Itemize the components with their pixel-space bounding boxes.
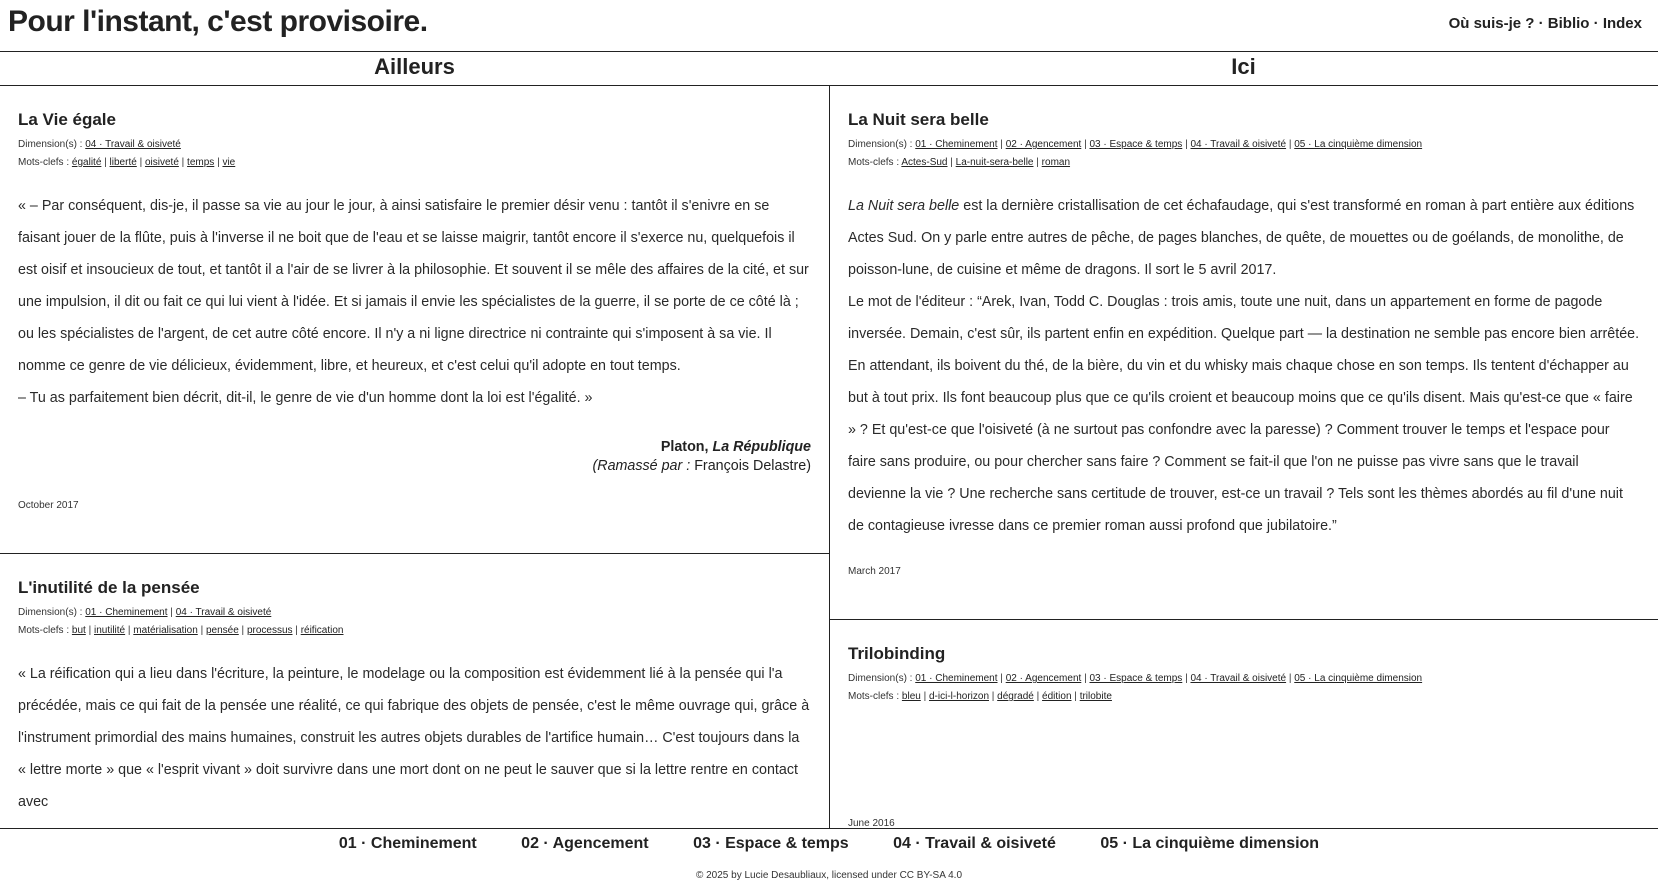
meta-separator: | <box>139 157 143 168</box>
article-trilobinding <box>830 620 1658 828</box>
article-paragraph: – Tu as parfaitement bien décrit, dit-il, le genre de vie d'un homme dont la loi est l'égalité. » <box>18 390 593 406</box>
site-header <box>0 0 1658 52</box>
dimensions-label: Dimension(s) : <box>18 607 83 618</box>
keyword-link[interactable]: processus <box>246 625 293 636</box>
keyword-link[interactable]: matérialisation <box>133 625 198 636</box>
meta-separator: | <box>1185 139 1188 150</box>
meta-separator: | <box>1036 691 1040 702</box>
keywords-label: Mots-clefs : <box>18 625 70 636</box>
meta-separator: | <box>1074 691 1077 702</box>
dimension-link[interactable]: 04 · Travail & oisiveté <box>1190 139 1287 150</box>
dimension-link[interactable]: 04 · Travail & oisiveté <box>85 139 181 150</box>
meta-separator: | <box>923 691 927 702</box>
dimension-nav <box>0 835 1658 853</box>
dimension-link[interactable]: 01 · Cheminement <box>85 607 168 618</box>
dimension-nav-item[interactable]: 04 · Travail & oisiveté <box>893 835 1056 852</box>
article-paragraph: Le mot de l'éditeur : “Arek, Ivan, Todd C. Douglas : trois amis, toute une nuit, dans un appartement en forme de pagode inversée. Demain, c'est sûr, ils partent enfin en expédition. Quelque part — la destination ne semble pas encore bien arrêtée. En attendant, ils boivent du thé, de la bière, du vin et du whisky mais chaque chose en son temps. Ils tentent d'échapper au but à tout prix. Ils font beaucoup plus que ce qu'ils croient et beaucoup moins que ce qu'ils disent. Mais qu'est-ce que « faire » ? Et qu'est-ce que l'oisiveté (à ne surtout pas confondre avec la paresse) ? Comment trouver le temps et l'espace pour faire sans produire, ou pour chercher sans faire ? Comment se fait-il que l'on ne puisse pas vivre sans que le travail devienne la vie ? Une recherche sans certitude de trouver, est-ce un travail ? Tels sont les thèmes abordés au fil d'une nuit de contagieuse ivresse dans ce premier roman aussi profond que jubilatoire.” <box>848 294 1640 534</box>
keyword-link[interactable]: roman <box>1041 157 1071 168</box>
meta-separator: | <box>170 607 173 618</box>
meta-separator: | <box>88 625 92 636</box>
keyword-link[interactable]: but <box>71 625 86 636</box>
article-la-nuit-sera-belle <box>830 86 1658 619</box>
meta-separator: | <box>200 625 204 636</box>
quote-author: Platon, <box>660 439 709 455</box>
column-ailleurs[interactable] <box>0 86 829 828</box>
dimension-nav-item[interactable]: 05 · La cinquième dimension <box>1100 835 1320 852</box>
article-paragraph <box>848 190 1640 286</box>
dimension-link[interactable]: 04 · Travail & oisiveté <box>1190 673 1287 684</box>
article-paragraph: « – Par conséquent, dis-je, il passe sa vie au jour le jour, à ainsi satisfaire le premier désir venu : tantôt il s'enivre en se faisant jouer de la flûte, puis à l'inverse il ne boit que de l'eau et se laisse maigrir, tantôt encore il s'exerce nu, quelquefois il est oisif et insoucieux de tout, et tantôt il a l'air de se livrer à la philosophie. Et souvent il se mêle des affaires de la cité, et sur une impulsion, il dit ou fait ce qui lui vient à l'idée. Et si jamais il envie les spécialistes de la guerre, il se porte de ce côté là ; ou les spécialistes de l'argent, de cet autre côté encore. Il n'y a ni ligne directrice ni contrainte qui s'imposent à sa vie. Il nomme ce genre de vie délicieux, évidemment, libre, et heureux, et c'est celui qu'il adopte en tout temps. <box>18 198 809 374</box>
dimension-link[interactable]: 05 · La cinquième dimension <box>1294 139 1423 150</box>
meta-separator: | <box>1000 673 1003 684</box>
meta-separator: | <box>1084 139 1087 150</box>
keyword-link[interactable]: d-ici-l-horizon <box>928 691 989 702</box>
dimension-link[interactable]: 05 · La cinquième dimension <box>1294 673 1423 684</box>
keyword-link[interactable]: temps <box>187 157 215 168</box>
article-title[interactable]: Trilobinding <box>848 644 946 663</box>
article-paragraph: « La réification qui a lieu dans l'écriture, la peinture, le modelage ou la composition est évidemment lié à la pensée qui l'a précédée, mais ce qui fait de la pensée une réalité, ce qui fabrique des objets de pensée, c'est le même ouvrage qui, grâce à l'instrument primordial des mains humaines, construit les autres objets durables de l'artifice humain… C'est toujours dans la « lettre morte » que « l'esprit vivant » doit survivre dans une mort dont on ne peut le sauver que si la lettre rentre en contact avec <box>18 666 810 810</box>
dimensions-label: Dimension(s) : <box>18 139 83 150</box>
keyword-link[interactable]: égalité <box>71 157 102 168</box>
dimension-link[interactable]: 01 · Cheminement <box>915 139 998 150</box>
nav-separator: · <box>1538 15 1544 32</box>
keyword-link[interactable]: dégradé <box>997 691 1034 702</box>
keyword-link[interactable]: réification <box>300 625 344 636</box>
dimension-nav-item[interactable]: 01 · Cheminement <box>338 835 477 852</box>
article-title[interactable]: La Vie égale <box>18 110 116 129</box>
article-dimensions <box>18 136 811 154</box>
meta-separator: | <box>1000 139 1003 150</box>
dimension-nav-item[interactable]: 02 · Agencement <box>521 835 649 852</box>
keywords-label: Mots-clefs : <box>848 691 900 702</box>
site-title[interactable]: Pour l'instant, c'est provisoire. <box>8 5 428 38</box>
article-keywords <box>18 154 811 172</box>
column-title-ici: Ici <box>1231 54 1256 79</box>
column-title-ailleurs: Ailleurs <box>374 54 455 79</box>
quote-work: La République <box>712 439 811 455</box>
meta-separator: | <box>127 625 131 636</box>
keyword-link[interactable]: bleu <box>901 691 921 702</box>
nav-separator: · <box>1593 15 1599 32</box>
dimension-link[interactable]: 02 · Agencement <box>1005 139 1082 150</box>
article-body <box>848 190 1640 542</box>
keyword-link[interactable]: édition <box>1042 691 1072 702</box>
article-title[interactable]: La Nuit sera belle <box>848 110 989 129</box>
meta-separator: | <box>1288 673 1292 684</box>
intro-text: est la dernière cristallisation de cet échafaudage, qui s'est transformé en roman à part entière aux éditions Actes Sud. On y parle entre autres de pêche, de pages blanches, de quête, de mouettes ou de goélands, de monolithe, de poisson-lune, de cuisine et même de dragons. Il sort le 5 avril 2017. <box>848 198 1635 278</box>
keyword-link[interactable]: inutilité <box>93 625 126 636</box>
dimension-link[interactable]: 01 · Cheminement <box>915 673 998 684</box>
column-ici[interactable] <box>830 86 1658 828</box>
keyword-link[interactable]: vie <box>222 157 236 168</box>
dimension-nav-item[interactable]: 03 · Espace & temps <box>693 835 849 852</box>
copyright: © 2025 by Lucie Desaubliaux, licensed under CC BY-SA 4.0 <box>695 870 963 881</box>
meta-separator: | <box>181 157 185 168</box>
keywords-label: Mots-clefs : <box>18 157 70 168</box>
meta-separator: | <box>1036 157 1039 168</box>
book-title: La Nuit sera belle <box>848 198 960 214</box>
keywords-label: Mots-clefs : <box>848 157 900 168</box>
dimension-link[interactable]: 03 · Espace & temps <box>1089 673 1183 684</box>
article-dimensions <box>848 670 1640 688</box>
meta-separator: | <box>950 157 953 168</box>
column-headers <box>0 52 1658 86</box>
dimension-link[interactable]: 02 · Agencement <box>1005 673 1082 684</box>
keyword-link[interactable]: trilobite <box>1079 691 1112 702</box>
keyword-link[interactable]: pensée <box>205 625 239 636</box>
dimension-link[interactable]: 03 · Espace & temps <box>1089 139 1183 150</box>
meta-separator: | <box>991 691 995 702</box>
nav-index[interactable]: Index <box>1602 15 1642 32</box>
image-placeholder <box>848 706 1640 794</box>
article-date: June 2016 <box>848 818 895 828</box>
meta-separator: | <box>1185 673 1188 684</box>
gathered-label: (Ramassé par : <box>592 458 691 474</box>
article-date: March 2017 <box>848 566 901 577</box>
article-keywords <box>848 154 1640 172</box>
meta-separator: | <box>217 157 220 168</box>
keyword-link[interactable]: Actes-Sud <box>901 157 948 168</box>
meta-separator: | <box>241 625 245 636</box>
article-title[interactable]: L'inutilité de la pensée <box>18 578 200 597</box>
keyword-link[interactable]: liberté <box>109 157 137 168</box>
article-body <box>18 658 811 818</box>
article-keywords <box>848 688 1640 706</box>
article-keywords <box>18 622 811 640</box>
article-dimensions <box>18 604 811 622</box>
site-footer <box>0 828 1658 891</box>
meta-separator: | <box>295 625 298 636</box>
nav-biblio[interactable]: Biblio <box>1547 15 1590 32</box>
keyword-link[interactable]: oisiveté <box>144 157 179 168</box>
nav-where-am-i[interactable]: Où suis-je ? <box>1448 15 1535 32</box>
dimension-link[interactable]: 04 · Travail & oisiveté <box>175 607 272 618</box>
article-la-vie-egale <box>0 86 829 553</box>
article-date: October 2017 <box>18 500 79 511</box>
top-nav <box>1449 15 1642 32</box>
dimensions-label: Dimension(s) : <box>848 673 913 684</box>
article-body <box>18 190 811 414</box>
article-dimensions <box>848 136 1640 154</box>
keyword-link[interactable]: La-nuit-sera-belle <box>955 157 1034 168</box>
meta-separator: | <box>104 157 107 168</box>
article-inutilite-pensee <box>0 554 829 818</box>
quote-attribution <box>18 438 811 476</box>
meta-separator: | <box>1288 139 1292 150</box>
dimensions-label: Dimension(s) : <box>848 139 913 150</box>
gathered-by: François Delastre) <box>694 458 811 474</box>
meta-separator: | <box>1084 673 1087 684</box>
